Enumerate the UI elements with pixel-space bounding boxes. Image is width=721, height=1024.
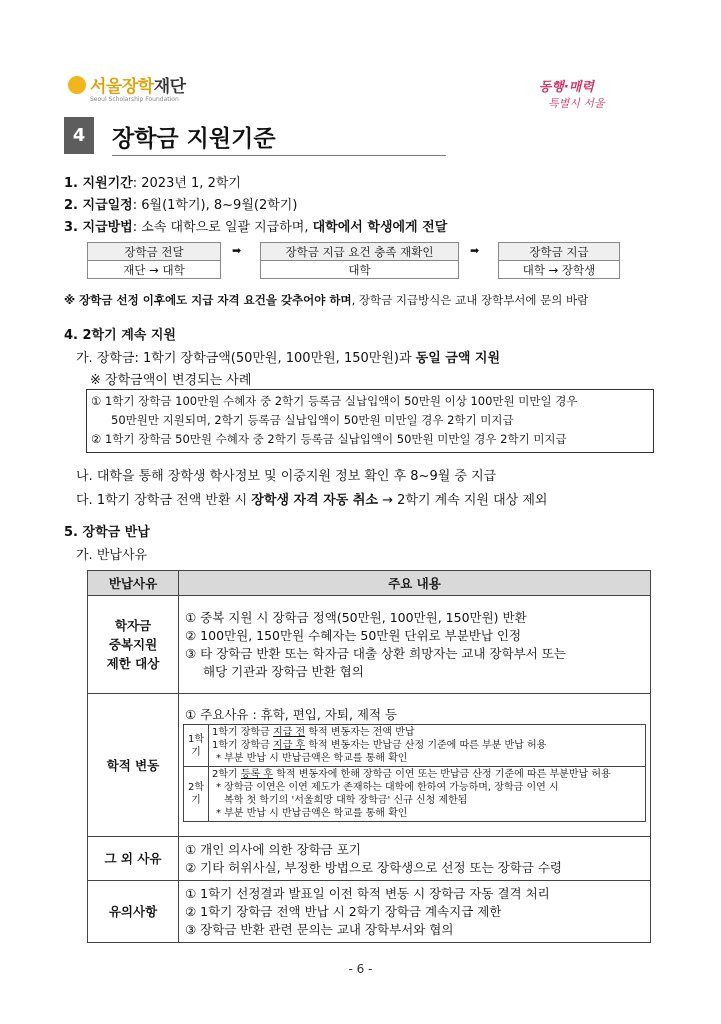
row-reason: 학적 변동: [88, 694, 179, 837]
change-cases-box: [86, 389, 654, 453]
foundation-logo: [68, 72, 186, 103]
flow-step-1-head: 장학금 전달: [88, 243, 221, 261]
page-number: - 6 -: [348, 962, 373, 976]
section-number: 4: [64, 117, 94, 154]
payment-note-emphasis: ※ 장학금 선정 이후에도 지급 자격 요건을 갖추어야 하며: [64, 293, 352, 307]
underlined-text: 지급 후: [273, 740, 306, 751]
flow-step-2: [260, 242, 459, 279]
foundation-emblem-icon: [68, 76, 86, 94]
item-period-value: : 2023년 1, 2학기: [132, 176, 241, 191]
row-content: [179, 694, 651, 837]
sec4-da: [76, 489, 548, 508]
logo-name-a: 서울장학: [90, 77, 154, 97]
refund-reasons-table: [87, 570, 651, 943]
text: 2학기: [212, 769, 241, 780]
change-case-1-cont: 50만원만 지원되며, 2학기 등록금 실납입액이 50만원 미만일 경우 2학기 미지급: [111, 413, 514, 427]
flow-arrow-2: ➡: [470, 244, 480, 257]
list-item: ③ 타 장학금 반환 또는 학자금 대출 상환 희망자는 교내 장학부서 또는: [185, 645, 566, 661]
list-item: [212, 768, 642, 781]
text: 1학기 장학금: [212, 740, 274, 751]
sec4-title-text: 4. 2학기 계속 지원: [64, 328, 176, 343]
logo-name-b: 재단: [153, 77, 186, 97]
flow-step-3-head: 장학금 지급: [499, 243, 620, 261]
table-row: [88, 881, 651, 943]
list-item: * 장학금 이연은 이연 제도가 존재하는 대학에 한하여 가능하며, 장학금 이연 시: [216, 782, 559, 793]
row-reason: 학자금 중복지원 제한 대상: [88, 596, 179, 694]
row-content: [179, 837, 651, 881]
item-schedule-label: 2. 지급일정: [64, 198, 133, 213]
sec5-title-text: 5. 장학금 반납: [64, 525, 150, 540]
flow-step-2-head: 장학금 지급 요건 충족 재확인: [261, 243, 459, 261]
sec4-da-rest: → 2학기 계속 지원 대상 제외: [377, 493, 548, 508]
header-reason: 반납사유: [88, 571, 179, 596]
flow-step-3: [498, 242, 620, 279]
list-item: ① 1학기 선정결과 발표일 이전 학적 변동 시 장학금 자동 결격 처리: [185, 885, 550, 901]
list-item: [212, 739, 642, 752]
underlined-text: 지급 전: [273, 727, 306, 738]
sec4-da-emphasis: 장학생 자격 자동 취소: [251, 493, 378, 508]
list-item: ② 기타 허위사실, 부정한 방법으로 장학생으로 선정 또는 장학금 수령: [185, 859, 562, 875]
item-period: [64, 172, 241, 191]
semester-2-content: [209, 767, 646, 822]
payment-note-rest: , 장학금 지급방식은 교내 장학부서에 문의 바람: [351, 293, 589, 307]
item-schedule: [64, 194, 297, 213]
change-case-2: ② 1학기 장학금 50만원 수혜자 중 2학기 등록금 실납입액이 50만원 미만일 경우 2학기 미지급: [91, 432, 567, 446]
row-reason: 유의사항: [88, 881, 179, 943]
flow-arrow-1: ➡: [232, 244, 242, 257]
change-case-1: ① 1학기 장학금 100만원 수혜자 중 2학기 등록금 실납입액이 50만원 이상 100만원 미만일 경우: [91, 394, 578, 408]
title-underline: [112, 155, 446, 156]
row-content: [179, 596, 651, 694]
list-item: [212, 726, 642, 739]
text: 학적 변동자는 반납금 산정 기준에 따른 부분 반납 허용: [305, 740, 547, 751]
payment-note: [64, 292, 588, 308]
table-row: [88, 596, 651, 694]
item-period-label: 1. 지원기간: [64, 176, 133, 191]
sec4-title: [64, 324, 176, 343]
header-content: 주요 내용: [179, 571, 651, 596]
list-item: * 부분 반납 시 반납금액은 학교를 통해 확인: [216, 808, 408, 819]
sec4-ga: [76, 347, 500, 366]
list-item: * 부분 반납 시 반납금액은 학교를 통해 확인: [216, 753, 408, 764]
list-item: 해당 기관과 장학금 반환 협의: [203, 663, 364, 679]
list-item: ① 중복 지원 시 장학금 정액(50만원, 100만원, 150만원) 반환: [185, 609, 527, 625]
sec4-da-text: 다. 1학기 장학금 전액 반환 시: [76, 493, 252, 508]
semester-1-content: [209, 725, 646, 767]
seoul-city-logo: [528, 76, 605, 111]
list-item: ① 개인 의사에 의한 장학금 포기: [185, 841, 361, 857]
semester-subtable: [183, 724, 646, 822]
logo-subtitle: Seoul Scholarship Foundation: [90, 96, 179, 103]
item-method-label: 3. 지급방법: [64, 220, 133, 235]
text: 학적 변동자는 전액 반납: [305, 727, 415, 738]
flow-step-2-body: 대학: [261, 261, 459, 279]
list-item: ② 1학기 장학금 전액 반납 시 2학기 장학금 계속지급 제한: [185, 903, 502, 919]
section-title: 장학금 지원기준: [112, 126, 276, 152]
row-reason: 그 외 사유: [88, 837, 179, 881]
list-item: ③ 장학금 반환 관련 문의는 교내 장학부서와 협의: [185, 921, 454, 937]
item-method: [64, 216, 447, 235]
sec5-ga: 가. 반납사유: [76, 548, 148, 563]
list-item: ② 100만원, 150만원 수혜자는 50만원 단위로 부분반납 인정: [185, 627, 522, 643]
table-row: [88, 694, 651, 837]
semester-2-label: 2학기: [184, 767, 209, 822]
table-header-row: [88, 571, 651, 596]
city-logo-line2: 특별시 서울: [548, 97, 605, 110]
flow-step-3-body: 대학 → 장학생: [499, 261, 620, 279]
sec4-ga-text: 가. 장학금: 1학기 장학금액(50만원, 100만원, 150만원)과: [76, 351, 416, 366]
row-content: [179, 881, 651, 943]
list-item: 복학 첫 학기의 '서울희망 대학 장학금' 신규 신청 제한됨: [224, 795, 468, 806]
sec4-na: 나. 대학을 통해 장학생 학사정보 및 이중지원 정보 확인 후 8~9월 중 지급: [76, 469, 497, 484]
item-method-emphasis: 대학에서 학생에게 전달: [312, 220, 448, 235]
text: 1학기 장학금: [212, 727, 274, 738]
list-item: ① 주요사유 : 휴학, 편입, 자퇴, 제적 등: [185, 707, 398, 722]
sec5-title: [64, 521, 150, 540]
underlined-text: 등록 후: [240, 769, 274, 780]
item-schedule-value: : 6월(1학기), 8~9월(2학기): [132, 198, 298, 213]
text: 학적 변동자에 한해 장학금 이연 또는 반납금 산정 기준에 따른 부분반납 허용: [273, 769, 611, 780]
change-note: ※ 장학금액이 변경되는 사례: [90, 373, 252, 388]
flow-step-1: [87, 242, 221, 279]
city-logo-line1: 동행·매력: [538, 80, 594, 95]
semester-1-label: 1학기: [184, 725, 209, 767]
sec4-ga-emphasis: 동일 금액 지원: [415, 351, 501, 366]
table-row: [88, 837, 651, 881]
flow-step-1-body: 재단 → 대학: [88, 261, 221, 279]
item-method-value: : 소속 대학으로 일괄 지급하며,: [132, 220, 313, 235]
